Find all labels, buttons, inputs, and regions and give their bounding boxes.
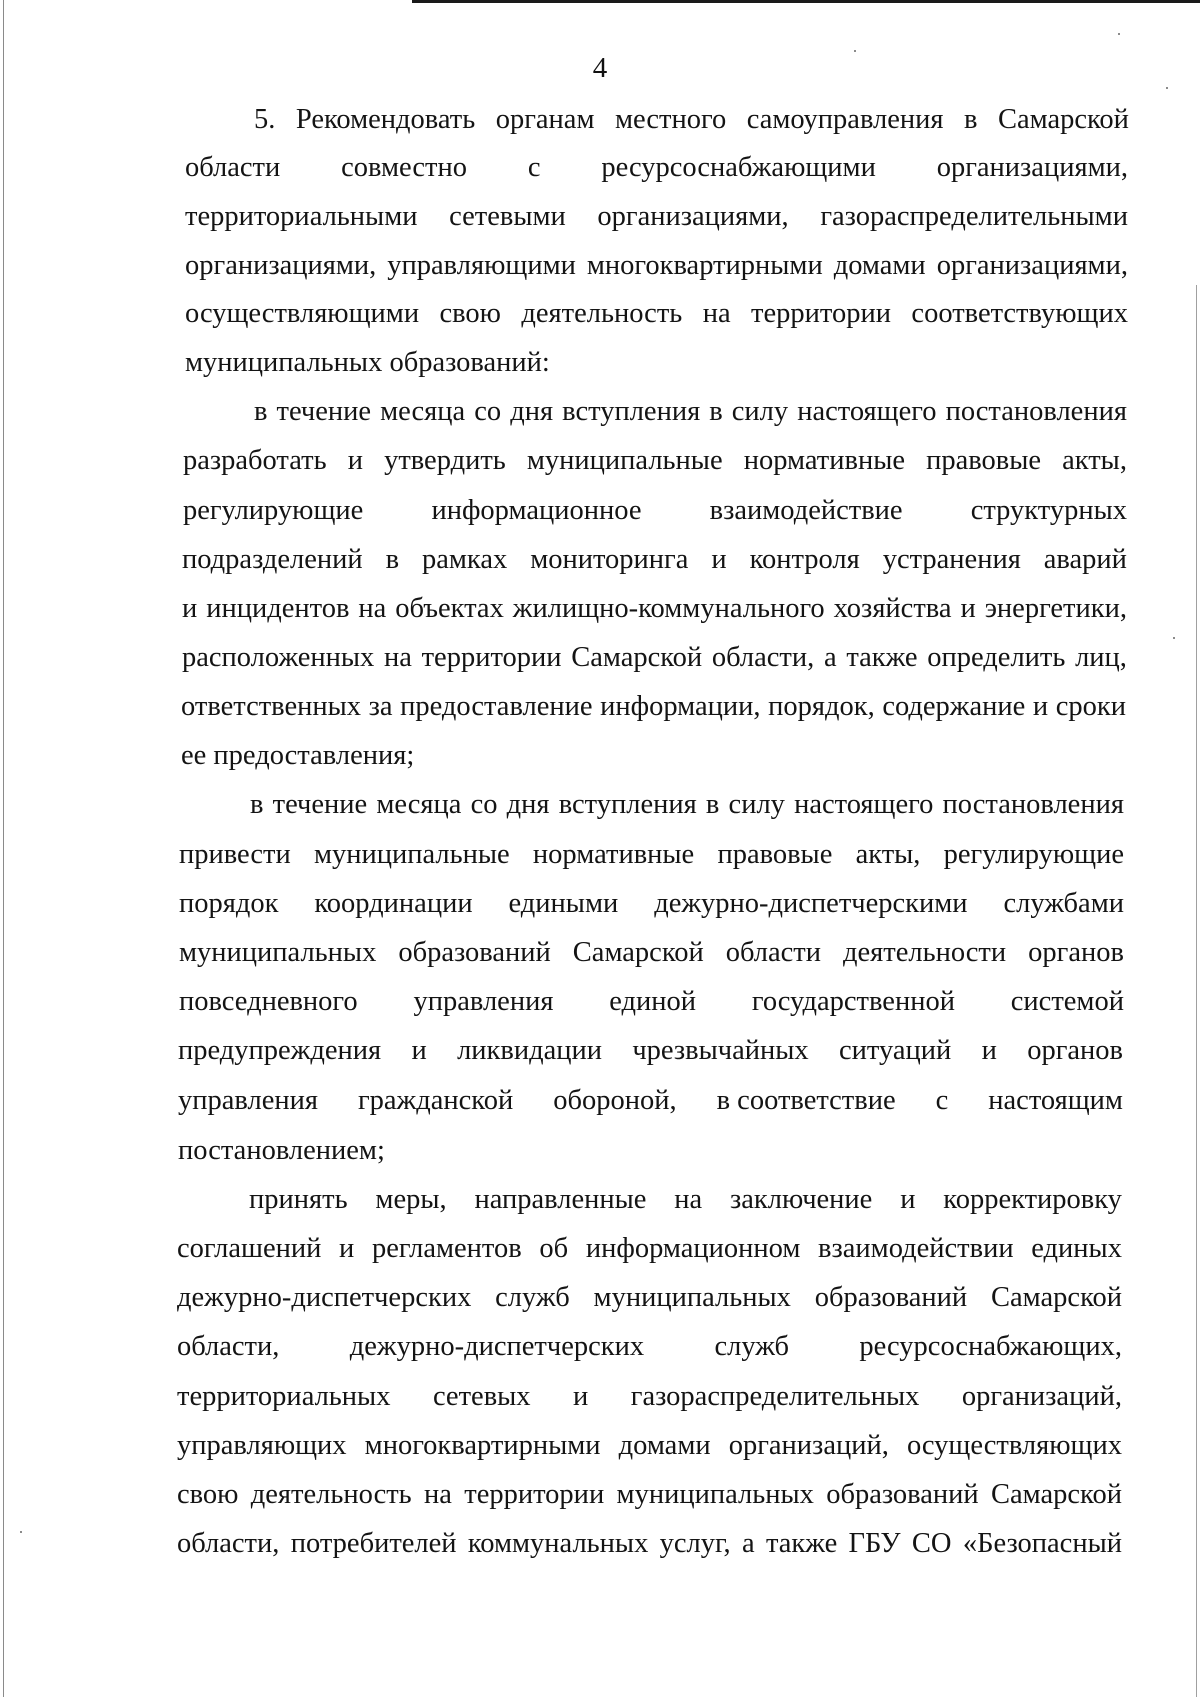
word: течение — [276, 396, 372, 427]
text-line — [177, 1281, 1122, 1315]
word: дня — [510, 396, 554, 427]
word: сетевых — [432, 1381, 531, 1412]
word: на — [674, 1184, 703, 1215]
word: территориальных — [177, 1381, 391, 1412]
scan-top-edge — [412, 0, 1200, 3]
line-text: ее предоставления; — [181, 740, 415, 771]
word: энергетики, — [984, 593, 1127, 624]
word: на — [384, 642, 412, 673]
word: домами — [833, 250, 926, 281]
word: муниципальные — [526, 445, 723, 476]
word: организациями, — [936, 250, 1128, 281]
scan-speck — [854, 50, 856, 52]
word: акты, — [1062, 445, 1127, 476]
word: на — [358, 593, 387, 624]
word: с — [935, 1085, 949, 1116]
scan-right-edge — [1196, 285, 1197, 1697]
word: акты, — [855, 839, 921, 870]
word: образований — [814, 1282, 968, 1313]
page-number: 4 — [592, 52, 608, 84]
word: с — [527, 152, 541, 183]
word: области, — [711, 642, 815, 673]
word: направленные — [474, 1184, 647, 1215]
word: деятельность — [521, 298, 683, 329]
word: подразделений — [182, 544, 363, 575]
word: Самарской — [572, 937, 704, 968]
word: предоставление — [400, 691, 593, 722]
text-line — [183, 444, 1127, 478]
word: гражданской — [357, 1085, 514, 1116]
word: на — [702, 298, 731, 329]
scan-speck — [1166, 87, 1168, 89]
word: системой — [1010, 986, 1124, 1017]
text-line — [181, 739, 414, 773]
word: вступления — [558, 789, 697, 820]
word: устранения — [882, 544, 1021, 575]
text-line — [182, 543, 1127, 577]
word: в — [254, 396, 268, 427]
word: регулирующие — [943, 839, 1124, 870]
line-text: постановлением; — [178, 1135, 385, 1166]
word: рамках — [421, 544, 508, 575]
word: организациями, — [597, 201, 789, 232]
word: контроля — [749, 544, 860, 575]
word: организациями, — [185, 250, 377, 281]
word: структурных — [970, 495, 1127, 526]
word: постановления — [942, 789, 1124, 820]
word: управления — [178, 1085, 318, 1116]
word: заключение — [730, 1184, 873, 1215]
text-line — [185, 346, 550, 380]
word: и — [981, 1035, 997, 1066]
word: Самарской — [991, 1479, 1122, 1510]
word: потребителей — [290, 1528, 457, 1559]
text-line — [179, 838, 1124, 872]
word: Самарской — [571, 642, 703, 673]
word: территории — [751, 298, 891, 329]
word: в — [385, 544, 400, 575]
word: инцидентов — [206, 593, 350, 624]
word: в — [964, 104, 978, 135]
text-line — [177, 1478, 1122, 1512]
word: дежурно-диспетчерских — [349, 1331, 645, 1362]
word: ресурсоснабжающих, — [859, 1331, 1122, 1362]
word: жилищно-коммунального — [512, 593, 825, 624]
word: газораспределительных — [630, 1381, 920, 1412]
word: области — [185, 152, 281, 183]
text-line — [177, 1380, 1122, 1414]
word: корректировку — [943, 1184, 1122, 1215]
word: и — [573, 1381, 589, 1412]
word: единых — [1031, 1233, 1122, 1264]
word: муниципальных — [616, 1479, 814, 1510]
word: постановления — [945, 396, 1127, 427]
text-line — [185, 297, 1128, 331]
word: расположенных — [182, 642, 375, 673]
word: едиными — [508, 888, 619, 919]
word: информационное — [431, 495, 642, 526]
word: в — [250, 789, 264, 820]
word: совместно — [341, 152, 468, 183]
word: дня — [506, 789, 550, 820]
word: свою — [439, 298, 501, 329]
word: месяца — [380, 396, 466, 427]
word: информации, — [600, 691, 761, 722]
text-line — [178, 1084, 1123, 1118]
word: и — [182, 593, 198, 624]
word: муниципальных — [179, 937, 377, 968]
text-line — [254, 103, 1129, 137]
word: силу — [728, 789, 785, 820]
text-line — [179, 936, 1124, 970]
word: территории — [464, 1479, 605, 1510]
word: со — [470, 789, 498, 820]
word: деятельность — [250, 1479, 412, 1510]
word: сетевыми — [449, 201, 566, 232]
word: а — [823, 642, 837, 673]
word: газораспределительными — [820, 201, 1128, 232]
word: правовые — [717, 839, 833, 870]
word: взаимодействии — [818, 1233, 1014, 1264]
word: настоящим — [988, 1085, 1123, 1116]
word: территории — [421, 642, 562, 673]
word: в соответствие — [716, 1085, 896, 1116]
word: в — [709, 396, 723, 427]
word: области — [725, 937, 821, 968]
word: ответственных — [181, 691, 362, 722]
word: ГБУ — [848, 1528, 901, 1559]
word: самоуправления — [746, 104, 944, 135]
word: соответствующих — [911, 298, 1128, 329]
word: регламентов — [371, 1233, 522, 1264]
text-line — [182, 592, 1127, 626]
word: служб — [714, 1331, 790, 1362]
word: вступления — [562, 396, 701, 427]
scan-speck — [1173, 637, 1175, 639]
scan-left-edge — [3, 0, 4, 1697]
word: координации — [314, 888, 473, 919]
word: органов — [1027, 1035, 1123, 1066]
word: привести — [179, 839, 291, 870]
word: Рекомендовать — [295, 104, 476, 135]
word: утвердить — [384, 445, 506, 476]
word: службами — [1003, 888, 1124, 919]
text-line — [249, 1183, 1122, 1217]
word: свою — [177, 1479, 239, 1510]
text-line — [177, 1429, 1122, 1463]
word: области, — [177, 1528, 280, 1559]
scan-speck — [1118, 33, 1120, 35]
word: органам — [495, 104, 595, 135]
word: течение — [272, 789, 368, 820]
word: мониторинга — [530, 544, 689, 575]
word: и — [960, 593, 976, 624]
word: 5. — [254, 104, 276, 135]
word: разработать — [183, 445, 327, 476]
text-line — [185, 200, 1128, 234]
word: аварий — [1043, 544, 1127, 575]
word: также — [765, 1528, 838, 1559]
word: нормативные — [532, 839, 695, 870]
word: и — [711, 544, 727, 575]
word: месяца — [376, 789, 462, 820]
text-line — [185, 249, 1128, 283]
text-line — [177, 1232, 1122, 1266]
word: деятельности — [842, 937, 1007, 968]
word: местного — [614, 104, 727, 135]
word: «Безопасный — [962, 1528, 1122, 1559]
word: меры, — [375, 1184, 447, 1215]
word: чрезвычайных — [632, 1035, 809, 1066]
word: определить — [927, 642, 1066, 673]
word: нормативные — [743, 445, 905, 476]
word: повседневного — [179, 986, 358, 1017]
word: лиц, — [1075, 642, 1127, 673]
word: в — [705, 789, 720, 820]
word: содержание — [882, 691, 1026, 722]
word: органов — [1028, 937, 1124, 968]
word: осуществляющими — [185, 298, 420, 329]
word: территориальными — [185, 201, 418, 232]
word: ресурсоснабжающими — [601, 152, 876, 183]
text-line — [178, 1034, 1123, 1068]
word: ситуаций — [839, 1035, 952, 1066]
word: служб — [495, 1282, 570, 1313]
text-line — [250, 788, 1124, 822]
text-line — [179, 887, 1124, 921]
word: на — [424, 1479, 452, 1510]
word: СО — [911, 1528, 952, 1559]
text-line — [254, 395, 1127, 429]
word: осуществляющих — [906, 1430, 1122, 1461]
word: сроки — [1055, 691, 1126, 722]
word: регулирующие — [183, 495, 364, 526]
word: управляющих — [177, 1430, 347, 1461]
word: настоящего — [797, 396, 937, 427]
scan-speck — [20, 1531, 22, 1533]
word: управления — [413, 986, 554, 1017]
word: обороной, — [553, 1085, 677, 1116]
text-line — [185, 151, 1128, 185]
word: порядок, — [768, 691, 875, 722]
word: принять — [249, 1184, 348, 1215]
text-line — [179, 985, 1124, 1019]
word: информационном — [585, 1233, 801, 1264]
word: многоквартирными — [364, 1430, 601, 1461]
text-line — [181, 690, 1126, 724]
word: а — [741, 1528, 755, 1559]
text-line — [183, 494, 1127, 528]
word: муниципальные — [313, 839, 510, 870]
word: дежурно-диспетчерских — [177, 1282, 472, 1313]
text-line — [177, 1527, 1122, 1561]
text-line — [177, 1330, 1122, 1364]
word: и — [411, 1035, 427, 1066]
word: предупреждения — [178, 1035, 382, 1066]
word: коммунальных — [467, 1528, 649, 1559]
word: соглашений — [177, 1233, 322, 1264]
word: объектах — [395, 593, 504, 624]
word: услуг, — [659, 1528, 731, 1559]
word: Самарской — [991, 1282, 1122, 1313]
word: и — [339, 1233, 355, 1264]
word: об — [539, 1233, 569, 1264]
word: дежурно-диспетчерскими — [654, 888, 968, 919]
word: Самарской — [997, 104, 1129, 135]
word: со — [474, 396, 502, 427]
word: настоящего — [794, 789, 934, 820]
word: образований — [398, 937, 551, 968]
word: за — [368, 691, 393, 722]
word: также — [846, 642, 918, 673]
text-line — [182, 641, 1127, 675]
text-line — [178, 1134, 385, 1168]
word: ликвидации — [457, 1035, 602, 1066]
word: и — [347, 445, 363, 476]
line-text: муниципальных образований: — [185, 347, 550, 378]
word: организациями, — [936, 152, 1128, 183]
word: домами — [618, 1430, 711, 1461]
word: порядок — [179, 888, 279, 919]
word: хозяйства — [833, 593, 952, 624]
word: области, — [177, 1331, 280, 1362]
word: силу — [731, 396, 789, 427]
word: и — [1032, 691, 1049, 722]
word: управляющими — [387, 250, 576, 281]
word: единой — [609, 986, 697, 1017]
word: правовые — [926, 445, 1042, 476]
word: организаций, — [728, 1430, 889, 1461]
word: взаимодействие — [709, 495, 903, 526]
word: государственной — [751, 986, 955, 1017]
word: организаций, — [961, 1381, 1122, 1412]
word: муниципальных — [593, 1282, 791, 1313]
word: и — [900, 1184, 916, 1215]
word: многоквартирными — [586, 250, 823, 281]
word: образований — [826, 1479, 979, 1510]
